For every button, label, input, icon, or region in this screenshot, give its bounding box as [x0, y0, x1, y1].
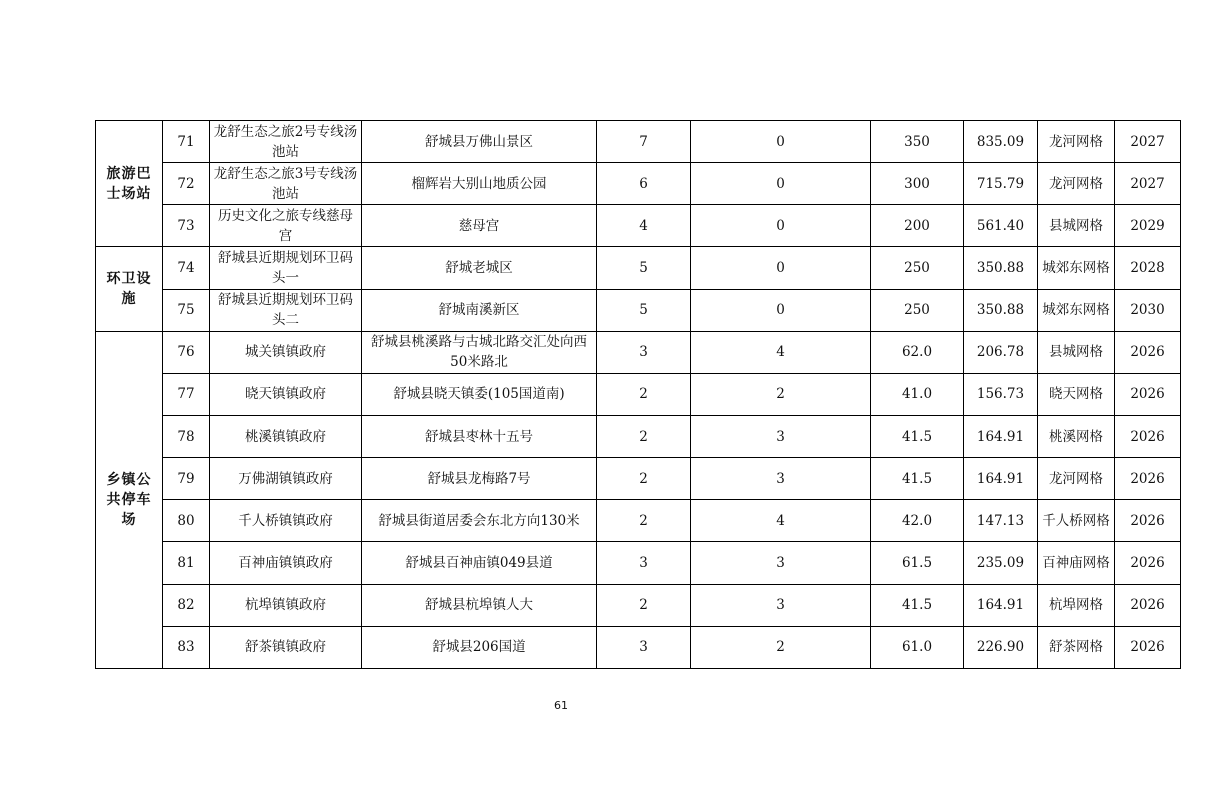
location-cell: 舒城南溪新区 — [362, 289, 597, 331]
grid-cell: 杭埠网格 — [1038, 584, 1115, 626]
location-cell: 舒城县晓天镇委(105国道南) — [362, 373, 597, 415]
table-row — [96, 458, 1231, 500]
area-cell: 62.0 — [871, 331, 964, 373]
location-cell: 舒城县龙梅路7号 — [362, 458, 597, 500]
count-a-cell: 2 — [597, 458, 691, 500]
cost-cell: 561.40 — [964, 205, 1038, 247]
location-cell: 榴辉岩大别山地质公园 — [362, 163, 597, 205]
row-number-cell: 78 — [163, 415, 210, 457]
grid-cell: 城郊东网格 — [1038, 289, 1115, 331]
year-cell: 2026 — [1115, 626, 1181, 668]
area-cell: 41.0 — [871, 373, 964, 415]
cost-cell: 164.91 — [964, 415, 1038, 457]
table-row — [96, 247, 1231, 289]
facility-name-cell: 桃溪镇镇政府 — [210, 415, 362, 457]
year-cell: 2026 — [1115, 458, 1181, 500]
cost-cell: 156.73 — [964, 373, 1038, 415]
count-a-cell: 2 — [597, 415, 691, 457]
year-cell: 2026 — [1115, 373, 1181, 415]
count-a-cell: 3 — [597, 542, 691, 584]
grid-cell: 百神庙网格 — [1038, 542, 1115, 584]
category-cell — [96, 247, 163, 331]
count-b-cell: 3 — [691, 458, 871, 500]
cost-cell: 715.79 — [964, 163, 1038, 205]
row-number-cell: 76 — [163, 331, 210, 373]
count-a-cell: 3 — [597, 331, 691, 373]
grid-cell: 龙河网格 — [1038, 163, 1115, 205]
cost-cell: 147.13 — [964, 500, 1038, 542]
count-b-cell: 3 — [691, 542, 871, 584]
grid-cell: 县城网格 — [1038, 331, 1115, 373]
facility-name-cell: 舒城县近期规划环卫码头二 — [210, 289, 362, 331]
category-cell — [96, 121, 163, 247]
location-cell: 舒城县街道居委会东北方向130米 — [362, 500, 597, 542]
cost-cell: 235.09 — [964, 542, 1038, 584]
cost-cell: 835.09 — [964, 121, 1038, 163]
category-cell — [96, 331, 163, 668]
cost-cell: 206.78 — [964, 331, 1038, 373]
area-cell: 41.5 — [871, 458, 964, 500]
count-b-cell: 2 — [691, 373, 871, 415]
table-row — [96, 163, 1231, 205]
row-number-cell: 79 — [163, 458, 210, 500]
facility-name-cell: 晓天镇镇政府 — [210, 373, 362, 415]
table-row — [96, 289, 1231, 331]
row-number-cell: 77 — [163, 373, 210, 415]
location-cell: 舒城县桃溪路与古城北路交汇处向西50米路北 — [362, 331, 597, 373]
table-row — [96, 373, 1231, 415]
year-cell: 2026 — [1115, 584, 1181, 626]
facility-name-cell: 舒城县近期规划环卫码头一 — [210, 247, 362, 289]
table-row — [96, 121, 1231, 163]
table-row — [96, 331, 1231, 373]
count-b-cell: 3 — [691, 415, 871, 457]
count-a-cell: 6 — [597, 163, 691, 205]
category-label-line: 施 — [121, 291, 137, 308]
area-cell: 42.0 — [871, 500, 964, 542]
year-cell: 2026 — [1115, 542, 1181, 584]
category-label-line: 场 — [121, 511, 137, 528]
cost-cell: 164.91 — [964, 584, 1038, 626]
year-cell: 2030 — [1115, 289, 1181, 331]
cost-cell: 226.90 — [964, 626, 1038, 668]
table-row — [96, 415, 1231, 457]
facility-name-cell: 历史文化之旅专线慈母宫 — [210, 205, 362, 247]
facility-name-cell: 杭埠镇镇政府 — [210, 584, 362, 626]
count-a-cell: 5 — [597, 247, 691, 289]
count-b-cell: 2 — [691, 626, 871, 668]
count-a-cell: 7 — [597, 121, 691, 163]
grid-cell: 舒茶网格 — [1038, 626, 1115, 668]
row-number-cell: 73 — [163, 205, 210, 247]
area-cell: 350 — [871, 121, 964, 163]
area-cell: 61.0 — [871, 626, 964, 668]
count-b-cell: 0 — [691, 121, 871, 163]
count-a-cell: 5 — [597, 289, 691, 331]
year-cell: 2026 — [1115, 415, 1181, 457]
location-cell: 舒城县杭埠镇人大 — [362, 584, 597, 626]
count-b-cell: 4 — [691, 331, 871, 373]
row-number-cell: 80 — [163, 500, 210, 542]
count-b-cell: 0 — [691, 163, 871, 205]
year-cell: 2028 — [1115, 247, 1181, 289]
location-cell: 慈母宫 — [362, 205, 597, 247]
count-b-cell: 0 — [691, 247, 871, 289]
row-number-cell: 71 — [163, 121, 210, 163]
row-number-cell: 81 — [163, 542, 210, 584]
category-label-line: 乡镇公 — [106, 471, 152, 488]
area-cell: 41.5 — [871, 584, 964, 626]
facility-name-cell: 龙舒生态之旅3号专线汤池站 — [210, 163, 362, 205]
facility-name-cell: 万佛湖镇镇政府 — [210, 458, 362, 500]
year-cell: 2027 — [1115, 163, 1181, 205]
facility-table — [95, 120, 1231, 669]
area-cell: 250 — [871, 289, 964, 331]
grid-cell: 龙河网格 — [1038, 121, 1115, 163]
count-b-cell: 4 — [691, 500, 871, 542]
count-b-cell: 0 — [691, 289, 871, 331]
year-cell: 2026 — [1115, 500, 1181, 542]
table-row — [96, 205, 1231, 247]
category-label-line: 士场站 — [106, 185, 152, 202]
count-a-cell: 2 — [597, 584, 691, 626]
area-cell: 200 — [871, 205, 964, 247]
count-b-cell: 3 — [691, 584, 871, 626]
facility-name-cell: 龙舒生态之旅2号专线汤池站 — [210, 121, 362, 163]
facility-name-cell: 舒茶镇镇政府 — [210, 626, 362, 668]
page-number: 61 — [554, 699, 568, 712]
grid-cell: 龙河网格 — [1038, 458, 1115, 500]
count-a-cell: 4 — [597, 205, 691, 247]
cost-cell: 350.88 — [964, 289, 1038, 331]
row-number-cell: 74 — [163, 247, 210, 289]
facility-name-cell: 百神庙镇镇政府 — [210, 542, 362, 584]
table-row — [96, 584, 1231, 626]
location-cell: 舒城县206国道 — [362, 626, 597, 668]
row-number-cell: 72 — [163, 163, 210, 205]
count-a-cell: 2 — [597, 500, 691, 542]
table-row — [96, 542, 1231, 584]
facility-name-cell: 千人桥镇镇政府 — [210, 500, 362, 542]
area-cell: 41.5 — [871, 415, 964, 457]
location-cell: 舒城县万佛山景区 — [362, 121, 597, 163]
category-label-line: 共停车 — [106, 491, 152, 508]
grid-cell: 晓天网格 — [1038, 373, 1115, 415]
year-cell: 2026 — [1115, 331, 1181, 373]
grid-cell: 千人桥网格 — [1038, 500, 1115, 542]
table-row — [96, 626, 1231, 668]
count-a-cell: 3 — [597, 626, 691, 668]
row-number-cell: 75 — [163, 289, 210, 331]
category-label-line: 环卫设 — [106, 271, 152, 288]
row-number-cell: 83 — [163, 626, 210, 668]
location-cell: 舒城老城区 — [362, 247, 597, 289]
area-cell: 300 — [871, 163, 964, 205]
area-cell: 61.5 — [871, 542, 964, 584]
location-cell: 舒城县百神庙镇049县道 — [362, 542, 597, 584]
table-row — [96, 500, 1231, 542]
cost-cell: 164.91 — [964, 458, 1038, 500]
cost-cell: 350.88 — [964, 247, 1038, 289]
row-number-cell: 82 — [163, 584, 210, 626]
grid-cell: 桃溪网格 — [1038, 415, 1115, 457]
facility-name-cell: 城关镇镇政府 — [210, 331, 362, 373]
year-cell: 2029 — [1115, 205, 1181, 247]
count-a-cell: 2 — [597, 373, 691, 415]
year-cell: 2027 — [1115, 121, 1181, 163]
area-cell: 250 — [871, 247, 964, 289]
count-b-cell: 0 — [691, 205, 871, 247]
category-label-line: 旅游巴 — [106, 165, 152, 182]
location-cell: 舒城县枣林十五号 — [362, 415, 597, 457]
grid-cell: 县城网格 — [1038, 205, 1115, 247]
grid-cell: 城郊东网格 — [1038, 247, 1115, 289]
